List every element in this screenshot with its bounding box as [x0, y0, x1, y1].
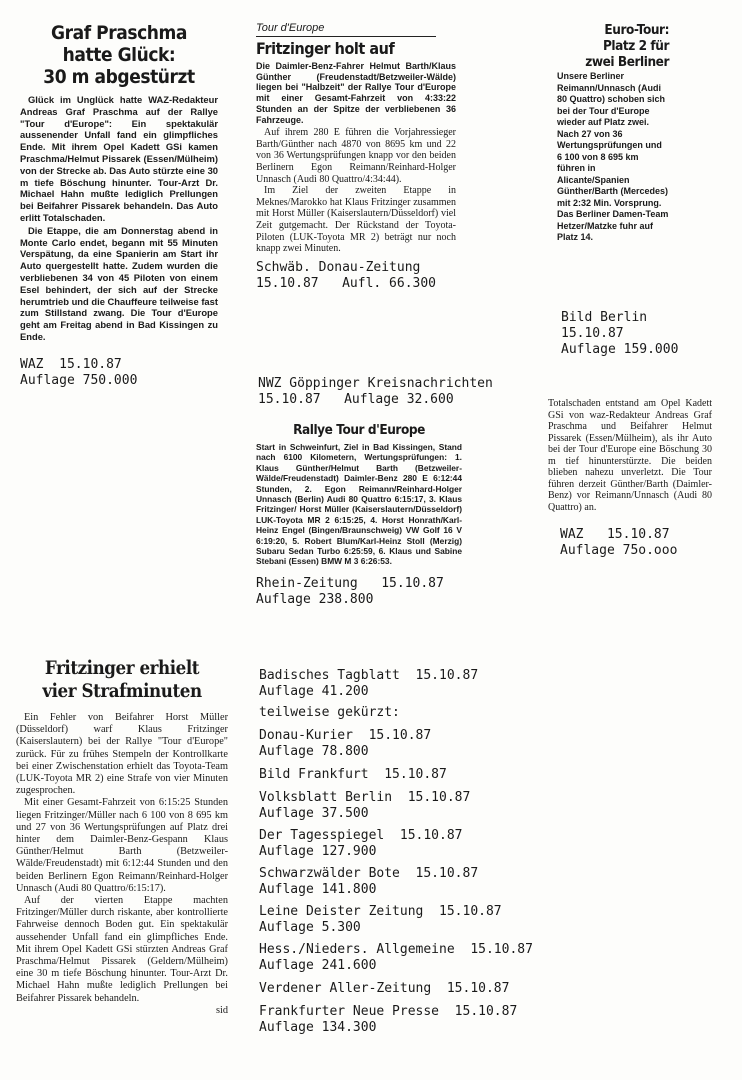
- clip2-para1: Auf ihrem 280 E führen die Vorjahressieger Barth/Günther nach 4870 von 8695 km und 22 von 36 Wertungsprüfungen knapp vor den beiden Berlinern Egon Reimann/Reinhard-Holger Unnasch (Audi 80 Quattro/4:34:44).: [256, 127, 456, 185]
- clip4-body: Totalschaden entstand am Opel Kadett GSi von waz-Redakteur Andreas Graf Praschma und Beifahrer Helmut Pissarek (Essen/Mülheim), als ihr Auto bei der Tour d'Europe eine Böschung 30 m tief hinunterstürzte. Die beiden blieben nahezu unverletzt. Die Tour führen derzeit Günther/Barth (Daimler-Benz) vor Reimann/Unnasch (Audi 80 Quattro) an.: [548, 398, 712, 513]
- source-entry: Leine Deister Zeitung 15.10.87 Auflage 5.300: [259, 904, 502, 935]
- source-note: teilweise gekürzt:: [259, 705, 400, 720]
- clip1-para1: Glück im Unglück hatte WAZ-Redakteur Andreas Graf Praschma auf der Rallye "Tour d'Europe": Ein spektakulär aussenender Unfall fand ein glimpfliches Ende. Mit ihrem Opel Kadett GSi kamen Praschma/Helmut Pissarek (Essen/Mülheim) von der Strecke ab. Das Auto stürzte eine 30 m tiefe Böschung hinunter. Tour-Arzt Dr. Michael Hahn mußte lediglich Prellungen bei Beifahrer Pissarek behandeln. Das Auto erlitt Totalschaden.: [20, 94, 218, 223]
- clip1-headline-line2: hatte Glück:: [62, 44, 176, 66]
- clip-rallye-tour-deurope: [256, 422, 462, 608]
- clip3-headline-line2: Platz 2 für: [602, 38, 669, 54]
- clip-euro-tour: [557, 22, 669, 244]
- source-entry: Der Tagesspiegel 15.10.87 Auflage 127.900: [259, 828, 463, 859]
- clip1-headline-line3: 30 m abgestürzt: [43, 66, 195, 88]
- clip3-source: Bild Berlin 15.10.87 Auflage 159.000: [561, 310, 679, 357]
- clip2-para2: Im Ziel der zweiten Etappe in Meknes/Marokko hat Klaus Fritzinger zusammen mit Horst Müller (Kaiserslautern/Düsseldorf) viel Zeit gutgemacht. Der Rückstand der Toyota-Piloten (LUK-Toyota MR 2) beträgt nur noch knapp zwei Minuten.: [256, 185, 456, 255]
- clip2-source2: NWZ Göppinger Kreisnachrichten 15.10.87 Auflage 32.600: [258, 376, 493, 407]
- source-entry: Schwarzwälder Bote 15.10.87 Auflage 141.800: [259, 866, 479, 897]
- clip6-headline-line1: Fritzinger erhielt: [44, 657, 200, 679]
- clip-totalschaden: [548, 398, 712, 559]
- clip6-signature: sid: [215, 1004, 228, 1016]
- clip5-headline: Rallye Tour d'Europe: [293, 422, 425, 438]
- clip3-body: Unsere Berliner Reimann/Unnasch (Audi 80 Quattro) schoben sich bei der Tour d'Europe wieder auf Platz zwei. Nach 27 von 36 Wertungsprüfungen und 6 100 von 8 695 km führen in Alicante/Spanien Günther/Barth (Mercedes) mit 2:32 Min. Vorsprung. Das Berliner Damen-Team Hetzer/Matzke fuhr auf Platz 14.: [557, 71, 669, 242]
- clip5-body: Start in Schweinfurt, Ziel in Bad Kissingen, Stand nach 6100 Kilometern, Wertungsprüfungen: 1. Klaus Günther/Helmut Barth (Betzweiler-Wälde/Freudenstadt) Daimler-Benz 280 E 6:12:44 Stunden, 2. Egon Reimann/Reinhard-Holger Unnasch (Berlin) Audi 80 Quattro 6:15:17, 3. Klaus Fritzinger/ Horst Müller (Kaiserslautern/Düsseldorf) LUK-Toyota MR 2 6:15:25, 4. Horst Honrath/Karl-Heinz Engel (Bingen/Braunschweig) VW Golf 16 V 6:19:20, 5. Robert Blum/Karl-Heinz Stoll (Merzig) Subaru Sedan Turbo 6:25:59, 6. Klaus und Sabine Stebani (Essen) BMW M 3 6:26:53.: [256, 442, 462, 567]
- clip3-headline-line1: Euro-Tour:: [604, 22, 669, 38]
- clip1-para2: Die Etappe, die am Donnerstag abend in Monte Carlo endet, begann mit 55 Minuten Verspätung, da eine Spanierin am Start ihr Auto quergestellt hatte. Zudem wurden die verbliebenen 34 von 45 Piloten von einem Esel behindert, der sich auf der Strecke herumtrieb und die Chauffeure teilweise fast zum Stillstand zwang. Die Tour d'Europe geht am Freitag abend in Bad Kissingen zu Ende.: [20, 224, 218, 342]
- clip-fritzinger-holt-auf: [256, 22, 456, 292]
- clip-graf-praschma: [20, 22, 218, 389]
- clip-fritzinger-strafminuten: [16, 657, 228, 1017]
- source-entry: Volksblatt Berlin 15.10.87 Auflage 37.500: [259, 790, 471, 821]
- source-entry: Frankfurter Neue Presse 15.10.87 Auflage 134.300: [259, 1004, 518, 1035]
- clip6-headline-line2: vier Strafminuten: [42, 680, 202, 702]
- clip6-para1: Ein Fehler von Beifahrer Horst Müller (Düsseldorf) warf Klaus Fritzinger (Kaiserslautern) bei der Rallye "Tour d'Europe" zurück. Für zu frühes Stempeln der Kontrollkarte bei einer Zwischenstation erhielt das Toyota-Team (LUK-Toyota MR 2) eine Strafe von vier Minuten zugesprochen.: [16, 712, 228, 797]
- clip5-source: Rhein-Zeitung 15.10.87 Auflage 238.800: [256, 575, 444, 607]
- clip1-source: WAZ 15.10.87 Auflage 750.000: [20, 356, 138, 388]
- clip6-para2: Mit einer Gesamt-Fahrzeit von 6:15:25 Stunden liegen Fritzinger/Müller nach 6 100 von 8 695 km und 27 von 36 Wertungsprüfungen auf Platz drei hinter dem Daimler-Benz-Gespann Klaus Günther/Helmut Barth (Betzweiler-Wälde/Freudenstadt) mit 6:12:44 Stunden und den beiden Berlinern Egon Reimann/Reinhard-Holger Unnasch (Audi 80 Quattro/6:15:17).: [16, 797, 228, 894]
- source-entry: Bild Frankfurt 15.10.87: [259, 767, 447, 782]
- clip6-para3: Auf der vierten Etappe machten Fritzinger/Müller durch riskante, aber kontrollierte Fahrweise dennoch Boden gut. Ein spektakulär aussehender Unfall fand ein glimpfliches Ende. Mit ihrem Opel Kadett GSi stürzten Andreas Graf Praschma/Helmut Pissarek (Geldern/Mülheim) eine 30 m tiefe Böschung hinunter. Tour-Arzt Dr. Michael Hahn mußte lediglich Prellungen bei Beifahrer Pissarek behandeln.: [16, 895, 228, 1004]
- clip2-headline: Fritzinger holt auf: [256, 36, 436, 59]
- clip4-source: WAZ 15.10.87 Auflage 75o.ooo: [560, 527, 678, 558]
- clip2-source1: Schwäb. Donau-Zeitung 15.10.87 Aufl. 66.300: [256, 259, 437, 291]
- source-entry: Badisches Tagblatt 15.10.87 Auflage 41.200: [259, 668, 479, 699]
- source-entry: Hess./Nieders. Allgemeine 15.10.87 Auflage 241.600: [259, 942, 533, 973]
- clip2-kicker: Tour d'Europe: [256, 22, 325, 34]
- clip2-lead: Die Daimler-Benz-Fahrer Helmut Barth/Klaus Günther (Freudenstadt/Betzweiler-Wälde) liegen bei "Halbzeit" der Rallye Tour d'Europe mit einer Gesamt-Fahrzeit von 4:33:22 Stunden an der Spitze der verbliebenen 36 Fahrzeuge.: [256, 61, 456, 125]
- source-entry: Donau-Kurier 15.10.87 Auflage 78.800: [259, 728, 432, 759]
- clip3-headline: [568, 22, 669, 70]
- clip3-headline-line3: zwei Berliner: [585, 54, 669, 70]
- source-entry: Verdener Aller-Zeitung 15.10.87: [259, 981, 510, 996]
- clip1-headline: [30, 22, 208, 88]
- sources-list: [259, 668, 719, 1036]
- clip6-headline: [29, 657, 216, 703]
- clip1-headline-line1: Graf Praschma: [51, 22, 187, 44]
